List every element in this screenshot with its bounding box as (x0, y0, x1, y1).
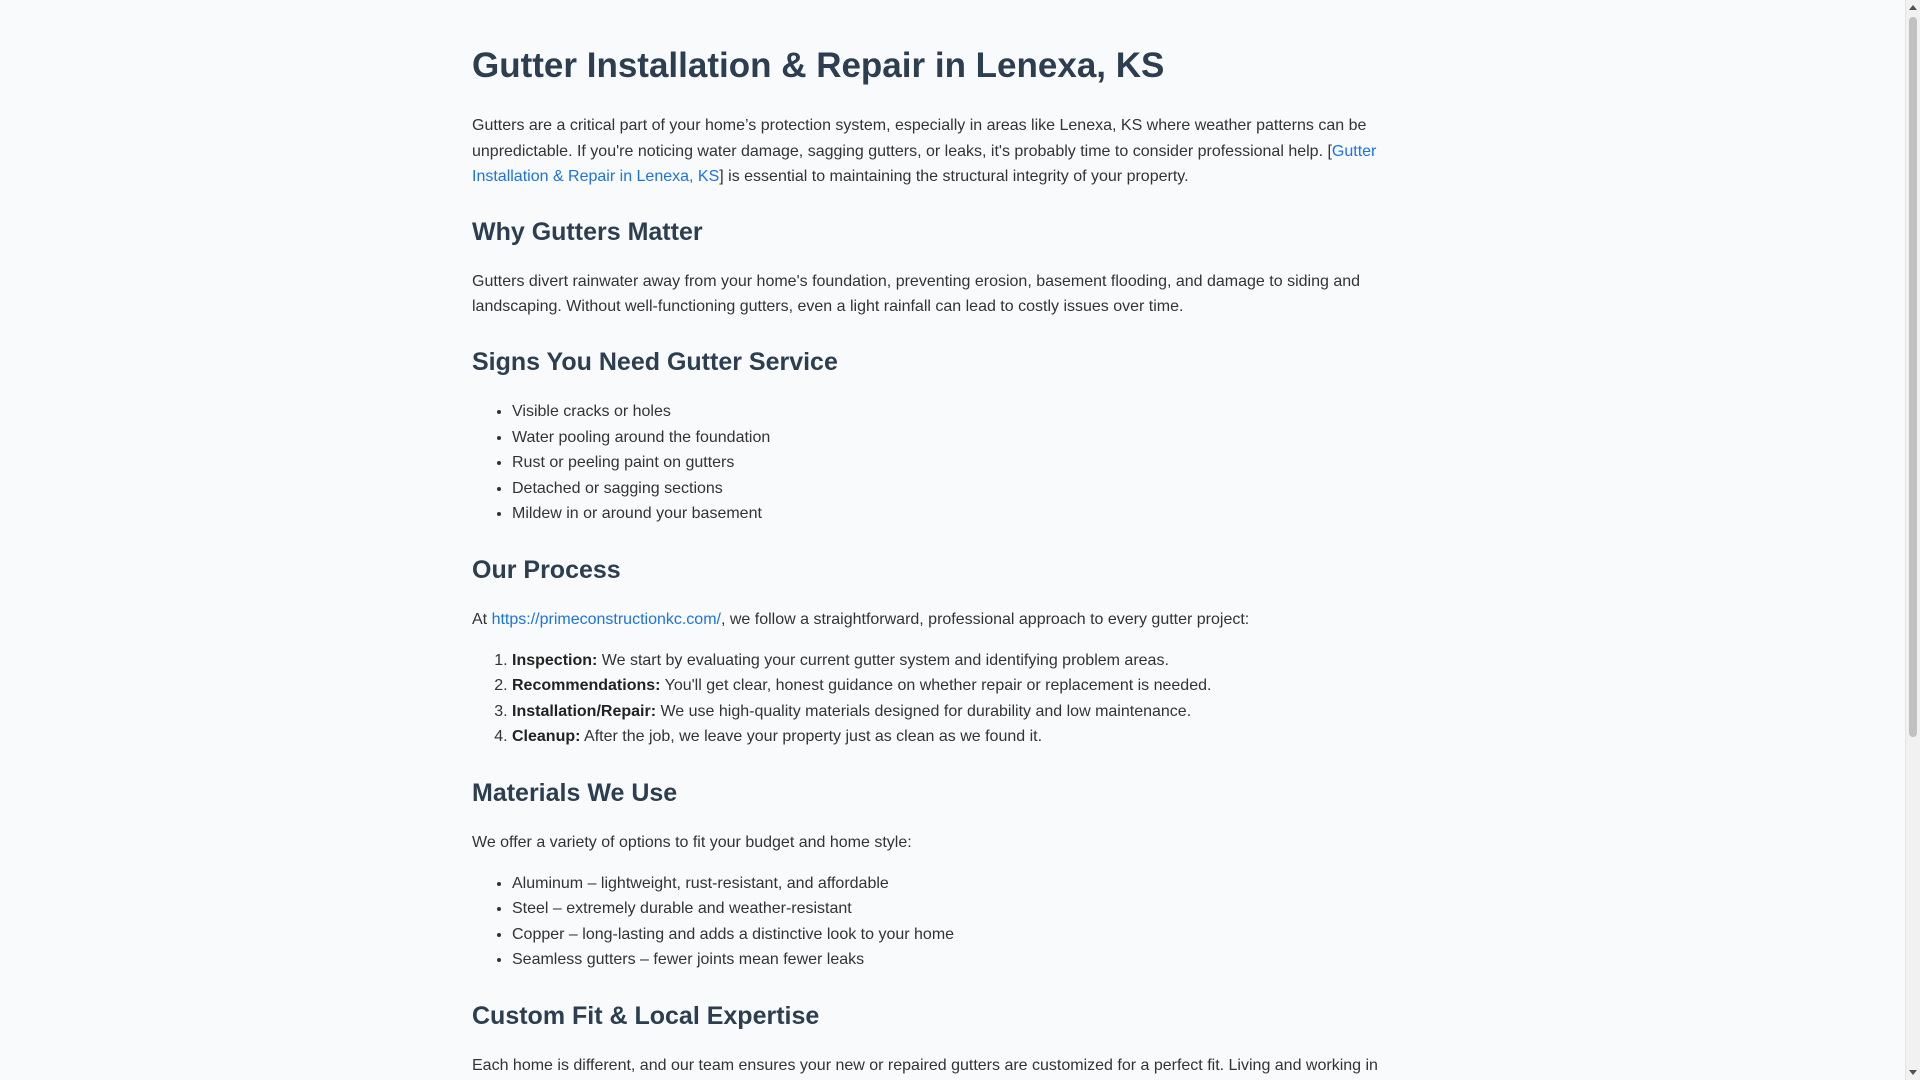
process-step (512, 699, 1382, 725)
list-item: • Aluminum – lightweight, rust-resistant, and affordable (512, 871, 1382, 897)
custom-heading: Custom Fit & Local Expertise (472, 1001, 820, 1030)
scroll-up-arrow-icon[interactable] (1909, 5, 1917, 10)
process-step (512, 673, 1382, 699)
step-label: Recommendations: (512, 677, 661, 695)
custom-paragraph: Each home is different, and our team ensures your new or repaired gutters are customized for a perfect fit. Living and working in (472, 1056, 1378, 1074)
gutter-service-link[interactable]: Gutter Installation & Repair in Lenexa, KS (472, 142, 1377, 186)
company-website-link[interactable]: https://primeconstructionkc.com/ (491, 610, 721, 628)
step-label: Installation/Repair: (512, 702, 657, 720)
process-heading: Our Process (472, 555, 621, 584)
step-text: You'll get clear, honest guidance on whether repair or replacement is needed. (660, 677, 1212, 695)
list-item: • Mildew in or around your basement (512, 501, 1382, 527)
signs-list (472, 399, 1382, 527)
materials-list (472, 871, 1382, 973)
process-intro (472, 607, 1382, 633)
article (472, 38, 1382, 1078)
intro-paragraph (472, 113, 1382, 190)
step-text: We start by evaluating your current gutter system and identifying problem areas. (597, 651, 1169, 669)
intro-text-after: ] is essential to maintaining the structural integrity of your property. (719, 168, 1189, 186)
step-label: Cleanup: (512, 728, 581, 746)
process-intro-after: , we follow a straightforward, professional approach to every gutter project: (720, 610, 1250, 628)
process-intro-before: At (472, 610, 492, 628)
step-text: After the job, we leave your property just as clean as we found it. (580, 728, 1043, 746)
process-steps (472, 648, 1382, 750)
process-step (512, 648, 1382, 674)
list-item: • Visible cracks or holes (512, 399, 1382, 425)
intro-text-before: Gutters are a critical part of your home’s protection system, especially in areas like Lenexa, KS where weather patterns can be unpredictable. If you're noticing water damage, sagging gutters, or leaks, it's probably time to consider professional help. [ (472, 117, 1367, 160)
scrollbar-thumb[interactable] (1909, 17, 1917, 737)
list-item: • Rust or peeling paint on gutters (512, 450, 1382, 476)
why-heading: Why Gutters Matter (472, 217, 703, 246)
list-item: • Detached or sagging sections (512, 476, 1382, 502)
step-text: We use high-quality materials designed for durability and low maintenance. (656, 702, 1192, 720)
list-item: • Water pooling around the foundation (512, 425, 1382, 451)
why-paragraph: Gutters divert rainwater away from your home's foundation, preventing erosion, basement flooding, and damage to siding and landscaping. Without well-functioning gutters, even a light rainfall can lead to costly issues over time. (472, 272, 1361, 316)
step-label: Inspection: (512, 651, 598, 669)
materials-heading: Materials We Use (472, 778, 678, 807)
list-item: • Copper – long-lasting and adds a distinctive look to your home (512, 922, 1382, 948)
materials-intro: We offer a variety of options to fit your budget and home style: (472, 833, 912, 851)
process-step (512, 724, 1382, 750)
list-item: • Steel – extremely durable and weather-resistant (512, 896, 1382, 922)
scroll-down-arrow-icon[interactable] (1909, 1070, 1917, 1075)
signs-heading: Signs You Need Gutter Service (472, 347, 838, 376)
vertical-scrollbar[interactable] (1905, 0, 1920, 1080)
page-title: Gutter Installation & Repair in Lenexa, KS (472, 46, 1165, 85)
list-item: • Seamless gutters – fewer joints mean fewer leaks (512, 947, 1382, 973)
